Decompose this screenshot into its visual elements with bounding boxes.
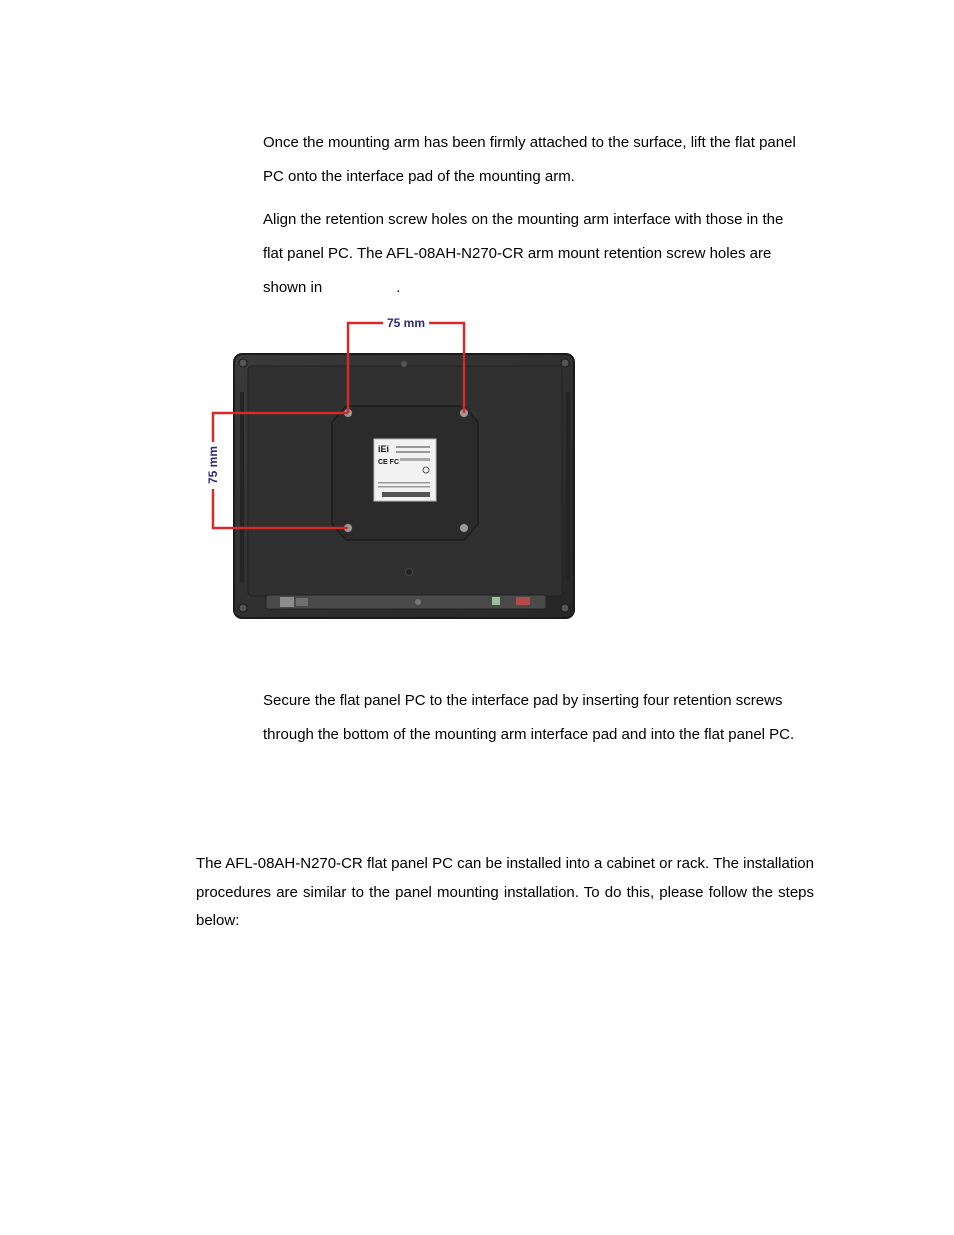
step-secure-screws bbox=[263, 684, 823, 752]
step-align-line-2: flat panel PC. The AFL-08AH-N270-CR arm mount retention screw holes are bbox=[263, 245, 772, 262]
label-barcode bbox=[382, 492, 430, 497]
center-hole-icon bbox=[406, 569, 413, 576]
io-connector bbox=[296, 598, 308, 606]
label-brand-logo: iEi bbox=[378, 444, 390, 454]
dimension-label-vertical: 75 mm bbox=[206, 445, 220, 485]
step-align-screw-holes bbox=[263, 203, 823, 305]
corner-screw-icon bbox=[561, 604, 569, 612]
step-mount-panel-line-1: Once the mounting arm has been firmly attached to the surface, lift the flat panel bbox=[263, 134, 796, 151]
io-connector bbox=[516, 597, 530, 605]
top-center-hole-icon bbox=[401, 361, 407, 367]
step-mount-panel-line-2: PC onto the interface pad of the mounting arm. bbox=[263, 168, 575, 185]
io-connector bbox=[280, 597, 294, 607]
io-screw-icon bbox=[415, 599, 421, 605]
label-text-line bbox=[378, 486, 430, 488]
arm-mount-screw-holes-figure bbox=[196, 312, 596, 628]
side-vent bbox=[240, 392, 244, 582]
label-text-line bbox=[396, 446, 430, 448]
side-vent bbox=[566, 392, 570, 582]
step-secure-line-1: Secure the flat panel PC to the interface pad by inserting four retention screws bbox=[263, 692, 783, 709]
io-connector bbox=[492, 597, 500, 605]
corner-screw-icon bbox=[239, 359, 247, 367]
step-align-line-3-end: . bbox=[396, 279, 401, 296]
cabinet-rack-intro-paragraph: The AFL-08AH-N270-CR flat panel PC can be installed into a cabinet or rack. The installation procedures are similar to the panel mounting installation. To do this, please follow the steps below: bbox=[196, 855, 814, 929]
label-text-line bbox=[396, 451, 430, 453]
label-certification-marks: CE FC bbox=[378, 459, 399, 466]
step-align-line-1: Align the retention screw holes on the mounting arm interface with those in the bbox=[263, 211, 784, 228]
step-mount-panel bbox=[263, 126, 823, 194]
label-text-line bbox=[400, 458, 430, 461]
corner-screw-icon bbox=[239, 604, 247, 612]
step-secure-line-2: through the bottom of the mounting arm interface pad and into the flat panel PC. bbox=[263, 726, 795, 743]
step-align-line-3 bbox=[263, 271, 823, 305]
corner-screw-icon bbox=[561, 359, 569, 367]
flat-panel-rear-view bbox=[196, 312, 596, 628]
dimension-label-horizontal: 75 mm bbox=[386, 316, 426, 330]
label-text-line bbox=[378, 482, 430, 484]
step-align-line-3-start: shown in bbox=[263, 279, 323, 296]
mounting-screw-hole-icon bbox=[460, 524, 469, 533]
